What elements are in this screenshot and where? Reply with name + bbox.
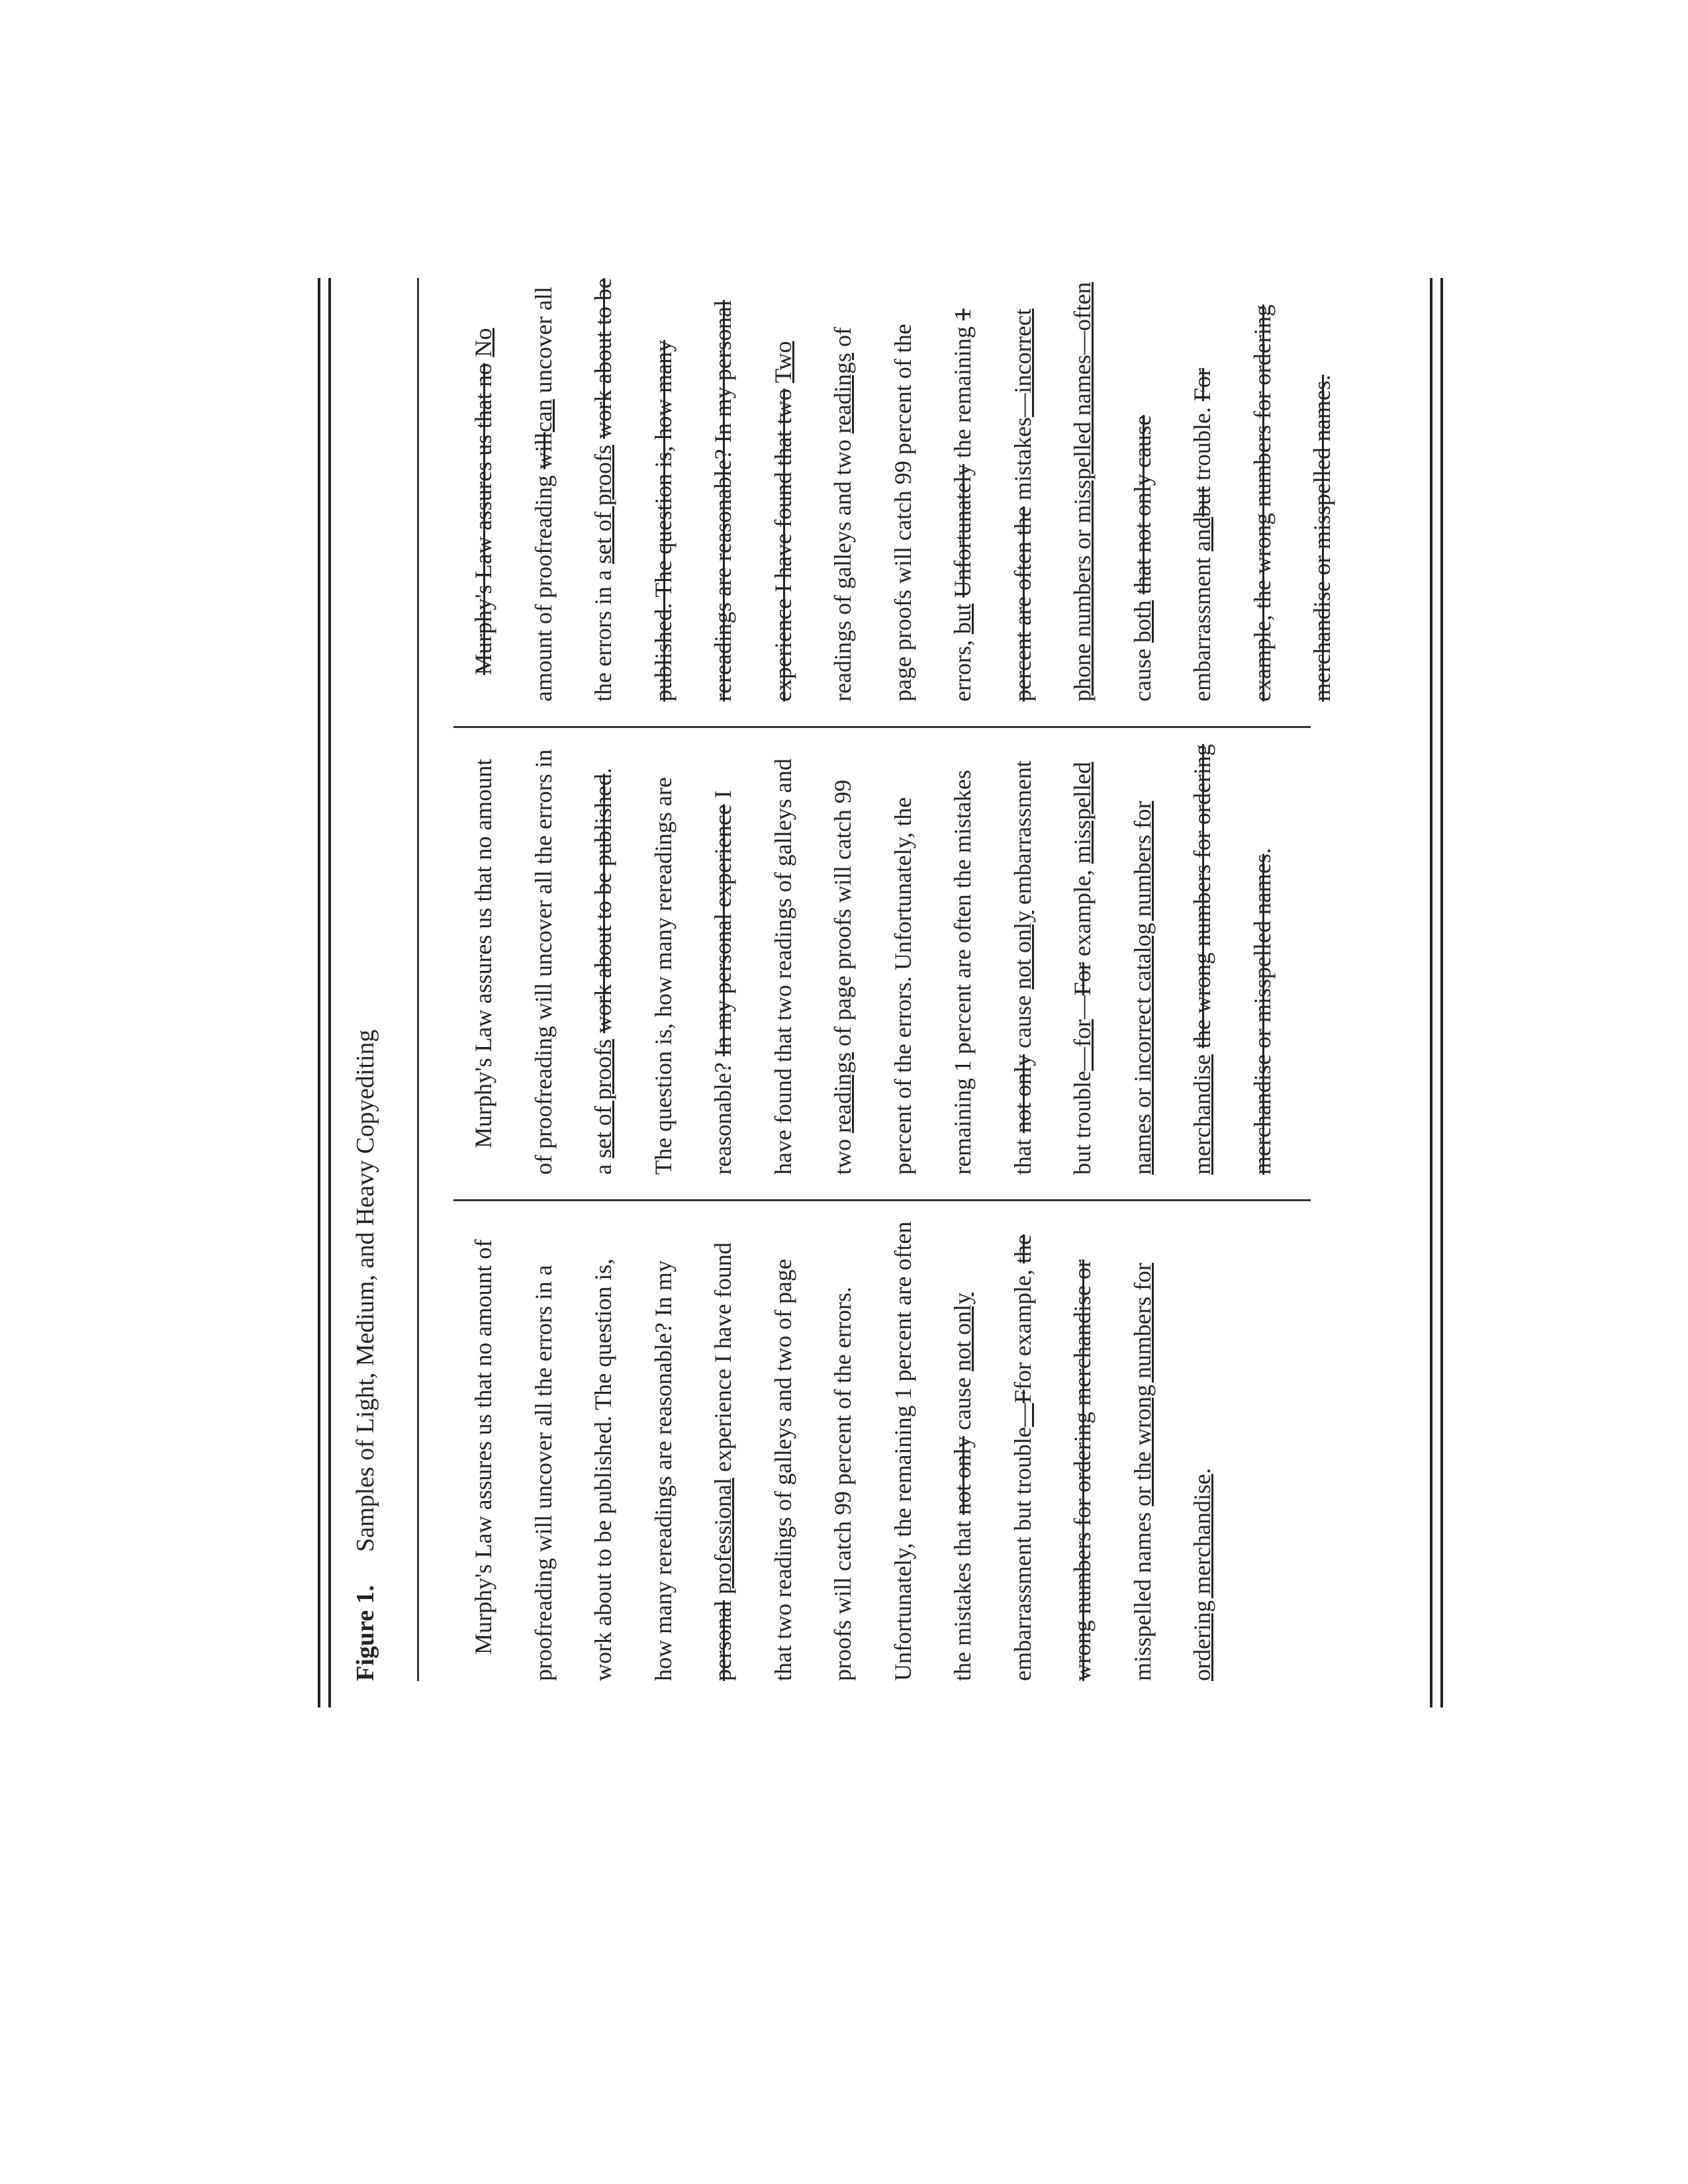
deleted-text: For [1069,962,1096,996]
inserted-text: professional [710,1478,736,1595]
text-run: mistakes [1009,417,1036,507]
inserted-text: readings [829,1052,856,1133]
text-run: — [1069,995,1096,1020]
inserted-text: misspelled names or incorrect catalog numbers for merchandise [1069,762,1215,1175]
text-run [590,439,616,445]
text-run [1129,594,1156,600]
caption-rule [417,278,419,1681]
figure-title: Samples of Light, Medium, and Heavy Copyediting [352,1029,379,1553]
text-run: of page proofs will catch 99 percent of the errors. Unfortunately, the remaining 1 percent are often the mistakes that [829,770,1036,1175]
heavy-copyediting-column [453,278,1352,702]
column-divider [453,1199,1311,1201]
inserted-text: set of proofs [590,1039,616,1159]
column-divider [453,726,1311,728]
text-run: . [1189,1468,1215,1475]
column-text [453,278,1352,702]
figure-label: Figure 1. [352,1585,379,1681]
text-run [590,1033,616,1039]
inserted-text: not only [949,1293,976,1372]
text-run: embarrassment [1189,551,1215,702]
text-run: trouble. [1189,401,1215,487]
column-text [453,741,1292,1175]
text-run: embarrassment but trouble [1009,1427,1036,1681]
inserted-text: readings [829,353,856,434]
inserted-text: and [1189,517,1215,552]
text-run [710,1594,736,1600]
figure-caption [351,1030,380,1681]
text-run: embarrassment but trouble [1009,760,1096,1175]
text-run: of page proofs will catch 99 percent of the errors, [829,324,976,702]
deleted-text: will [530,432,557,470]
deleted-text: the wrong numbers for ordering merchandise or misspelled names [1189,744,1276,1175]
inserted-text: — [1009,1403,1036,1428]
inserted-text: set of proofs [590,445,616,565]
inserted-text: or the wrong numbers for ordering merchandise [1129,1263,1215,1681]
deleted-text: work about to be published [590,774,616,1034]
text-run [470,357,496,363]
deleted-text: but [1189,486,1215,518]
text-run: readings of galleys and two [829,433,856,702]
text-run: example, [1069,864,1096,963]
text-run [949,598,976,604]
deleted-text: For example, the wrong numbers for ordering merchandise or misspelled names. [1189,304,1335,702]
text-run: amount of proofreading [530,469,557,702]
inserted-text: No [470,328,496,357]
deleted-text: F [1009,1390,1036,1404]
text-run: cause [1129,643,1156,702]
deleted-text: personal [710,1600,736,1681]
text-run: uncover all the errors in a [530,287,616,702]
inserted-text: —for [1069,1019,1096,1071]
rotated-figure [318,278,1443,1707]
top-double-rule [318,278,331,1707]
inserted-text: not only [1009,911,1036,990]
inserted-text: Two [769,341,796,383]
inserted-text: can [530,399,557,433]
deleted-text: not only [1009,1054,1036,1134]
text-run: cause [949,1371,976,1437]
inserted-text: but [949,604,976,635]
bottom-double-rule [1430,278,1443,1707]
text-run [1189,1048,1215,1054]
text-run: misspelled names [1129,1506,1156,1681]
text-run: Murphy's Law assures us that no amount of proofreading will uncover all the errors in a [470,749,616,1175]
medium-copyediting-column [453,741,1292,1175]
deleted-text: not only [949,1436,976,1516]
deleted-text: Unfortunately [949,464,976,598]
figure-box [318,278,1443,1707]
text-run: I have found that two readings of galleys and two [710,758,856,1175]
text-run: the remaining [949,320,976,465]
deleted-text: Murphy's Law assures us that no [470,363,496,675]
light-copyediting-column [453,1218,1233,1681]
text-run: Murphy's Law assures us that no amount of proofreading will uncover all the errors in a work about to be published. The question is, how many rereadings are reasonable? In my [470,1239,677,1681]
deleted-text: In my personal experience [710,804,736,1057]
deleted-text: work about to be published. The question is, how many rereadings are reasonable? In my personal experience I have found that two [590,278,796,702]
column-text [453,1218,1233,1681]
text-run: cause [1009,989,1036,1054]
text-run: . The question is, how many rereadings are reasonable? [590,768,736,1175]
deleted-text: the wrong numbers for ordering merchandise or [1009,1234,1096,1681]
text-run: for example, [1009,1263,1036,1390]
text-run: experience I have found that two readings of galleys and two of page proofs will catch 99 percent of the errors. Unfortunately, the remaining 1 percent are often the mistakes that [710,1221,976,1681]
inserted-text: —incorrect phone numbers or misspelled names—often [1009,282,1096,702]
inserted-text: both [1129,600,1156,643]
deleted-text: that not only cause [1129,415,1156,595]
deleted-text: 1 percent are often the [949,308,1036,702]
text-run: . [1248,848,1276,854]
text-run [770,383,796,388]
